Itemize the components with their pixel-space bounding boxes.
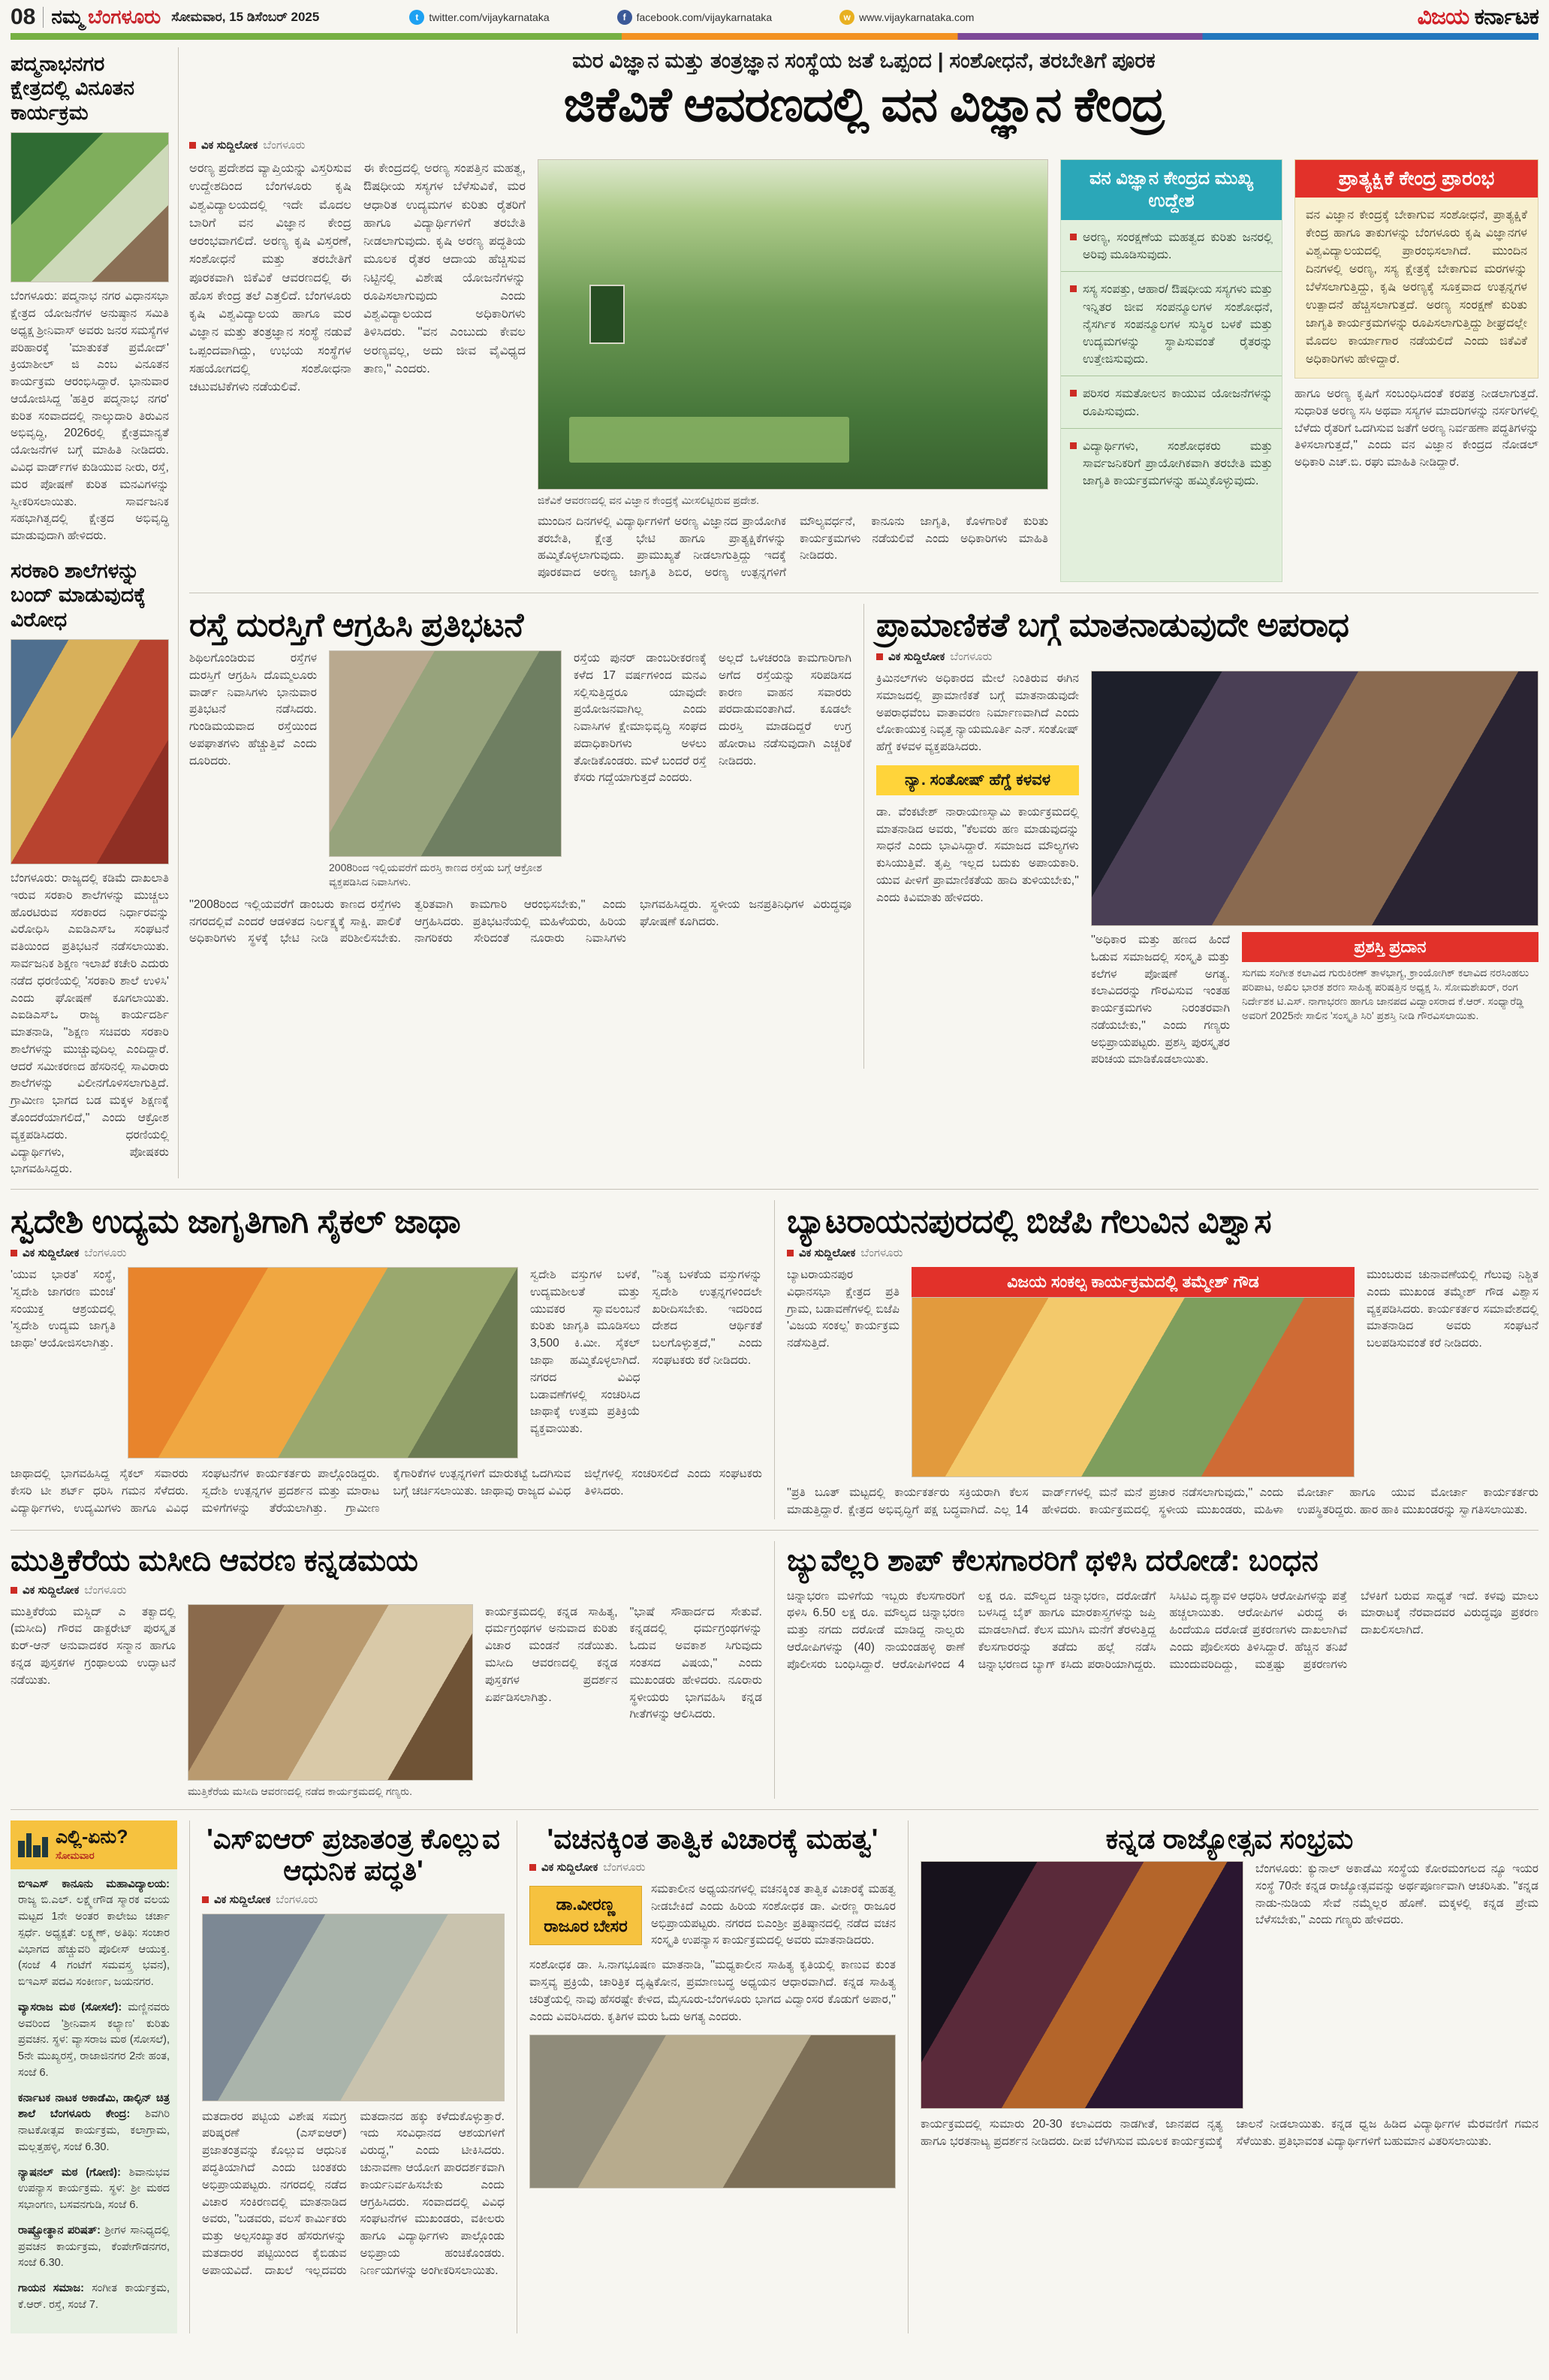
event-item: ವ್ಯಾಸರಾಜ ಮಠ (ಸೋಸಲೆ): ಮಣ್ಣಿನವರು ಅವರಿಂದ 'ಶ್ರೀನಿವಾಸ ಕಲ್ಯಾಣ' ಕುರಿತು ಪ್ರವಚನ. ಸ್ಥಳ: ವ್ಯಾಸರಾಜ ಮಠ (ಸೋಸಲೆ), 5ನೇ ಮುಖ್ಯರಸ್ತೆ, ರಾಜಾಜಿನಗರ 2ನೇ ಹಂತ, ಸಂಜೆ 6. (18, 2001, 170, 2079)
twitter-link[interactable] (409, 10, 549, 25)
section-name: ನಮ್ಮ (51, 5, 84, 28)
byline-bullet-icon (876, 653, 883, 660)
bullet-square-icon (1070, 390, 1077, 397)
masthead (0, 0, 1549, 33)
edition-date: ಸೋಮವಾರ, 15 ಡಿಸೆಂಬರ್ 2025 (171, 10, 320, 24)
article-mosque (11, 1541, 762, 1799)
road-col-left: ಶಿಥಿಲಗೊಂಡಿರುವ ರಸ್ತೆಗಳ ದುರಸ್ತಿಗೆ ಆಗ್ರಹಿಸಿ ದೊಮ್ಮಲೂರು ವಾರ್ಡ್ ನಿವಾಸಿಗಳು ಭಾನುವಾರ ಪ್ರತಿಭಟನೆ ನಡೆಸಿದರು. ಗುಂಡಿಮಯವಾದ ರಸ್ತೆಯಿಂದ ಅಪಘಾತಗಳು ಹೆಚ್ಚುತ್ತಿವೆ ಎಂದು ದೂರಿದರು. (189, 652, 317, 768)
events-column (11, 1820, 177, 2333)
award-caption-title: ಪ್ರಶಸ್ತಿ ಪ್ರದಾನ (1242, 932, 1538, 962)
leftrail-article1-headline: ಪದ್ಮನಾಭನಗರ ಕ್ಷೇತ್ರದಲ್ಲಿ ವಿನೂತನ ಕಾರ್ಯಕ್ರಮ (11, 53, 134, 124)
objectives-box-title: ವನ ವಿಜ್ಞಾನ ಕೇಂದ್ರದ ಮುಖ್ಯ ಉದ್ದೇಶ (1061, 160, 1282, 220)
vachana-inset-box: ಡಾ.ವೀರಣ್ಣ ರಾಜೂರ ಬೇಸರ (529, 1886, 642, 1945)
objective-item: ವಿದ್ಯಾರ್ಥಿಗಳು, ಸಂಶೋಧಕರು ಮತ್ತು ಸಾರ್ವಜನಿಕರಿಗೆ ಪ್ರಾಯೋಗಿಕವಾಗಿ ತರಬೇತಿ ಮತ್ತು ಜಾಗೃತಿ ಕಾರ್ಯಕ್ರಮಗಳನ್ನು ಹಮ್ಮಿಕೊಳ್ಳುವುದು. (1061, 429, 1282, 498)
page-number: 08 (11, 5, 36, 29)
road-photo-caption: 2008ರಿಂದ ಇಲ್ಲಿಯವರೆಗೆ ದುರಸ್ತಿ ಕಾಣದ ರಸ್ತೆಯ ಬಗ್ಗೆ ಆಕ್ರೋಶ ವ್ಯಕ್ತಪಡಿಸಿದ ನಿವಾಸಿಗಳು. (329, 861, 542, 888)
globe-icon: w (839, 10, 854, 25)
event-item: ರಾಷ್ಟ್ರೋತ್ಥಾನ ಪರಿಷತ್: ಶ್ರೀಗಳ ಸಾನಿಧ್ಯದಲ್ಲಿ ಪ್ರವಚನ ಕಾರ್ಯಕ್ರಮ, ಕೆಂಪೇಗೌಡನಗರ, ಸಂಜೆ 6.30. (18, 2224, 170, 2270)
main-photo-caption: ಜಿಕೆವಿಕೆ ಆವರಣದಲ್ಲಿ ವನ ವಿಜ್ಞಾನ ಕೇಂದ್ರಕ್ಕೆ ಮೀಸಲಿಟ್ಟಿರುವ ಪ್ರದೇಶ. (538, 494, 760, 506)
social-links (409, 10, 974, 25)
article-road-protest (189, 604, 851, 1069)
main-under-photo-text: ಮುಂದಿನ ದಿನಗಳಲ್ಲಿ ವಿದ್ಯಾರ್ಥಿಗಳಿಗೆ ಅರಣ್ಯ ವಿಜ್ಞಾನದ ಪ್ರಾಯೋಗಿಕ ತರಬೇತಿ, ಕ್ಷೇತ್ರ ಭೇಟಿ ಹಾಗೂ ಪ್ರಾತ್ಯಕ್ಷಿಕೆಗಳನ್ನು ಹಮ್ಮಿಕೊಳ್ಳಲಾಗುವುದು. ಪ್ರಾಮುಖ್ಯತೆ ನೀಡಲಾಗುತ್ತಿದ್ದು ಇದಕ್ಕೆ ಪೂರಕವಾದ ಅರಣ್ಯ ಜಾಗೃತಿ ಶಿಬಿರ, ಅರಣ್ಯ ಉತ್ಪನ್ನಗಳಿಗೆ ಮೌಲ್ಯವರ್ಧನೆ, ಕಾನೂನು ಜಾಗೃತಿ, ಕೊಳಗಾರಿಕೆ ಕುರಿತು ಕಾರ್ಯಕ್ರಮಗಳು ನಡೆಯಲಿವೆ ಎಂದು ಅಧಿಕಾರಿಗಳು ಮಾಹಿತಿ ನೀಡಿದರು. (538, 514, 1048, 580)
honesty-body2: ಡಾ. ವೆಂಕಟೇಶ್ ನಾರಾಯಣಸ್ವಾಮಿ ಕಾರ್ಯಕ್ರಮದಲ್ಲಿ ಮಾತನಾಡಿದ ಅವರು, ''ಕೆಲವರು ಹಣ ಮಾಡುವುದನ್ನು ಸಾಧನೆ ಎಂದು ಭಾವಿಸಿದ್ದಾರೆ. ಸಮಾಜದ ಮೌಲ್ಯಗಳು ಕುಸಿಯುತ್ತಿವೆ. ತೃಪ್ತಿ ಇಲ್ಲದ ಬದುಕು ಅಪಾಯಕಾರಿ. ಯುವ ಪೀಳಿಗೆ ಪ್ರಾಮಾಣಿಕತೆಯ ಹಾದಿ ತುಳಿಯಬೇಕು,'' ಎಂದು ಕಿವಿಮಾತು ಹೇಳಿದರು. (876, 805, 1079, 904)
honesty-photo-block (1091, 671, 1538, 1069)
event-item: ಗಾಯನ ಸಮಾಜ: ಸಂಗೀತ ಕಾರ್ಯಕ್ರಮ, ಕೆ.ಆರ್. ರಸ್ತೆ, ಸಂಜೆ 7. (18, 2282, 170, 2311)
honesty-headline: ಪ್ರಾಮಾಣಿಕತೆ ಬಗ್ಗೆ ಮಾತನಾಡುವುದೇ ಅಪರಾಧ (876, 607, 1349, 644)
mosque-photo-block (188, 1604, 473, 1799)
mosque-col-left: ಮುತ್ತಿಕೆರೆಯ ಮಸ್ಜಿದ್ ಎ ತಕ್ವಾದಲ್ಲಿ (ಮಸೀದಿ) ಗೌರವ ಡಾಕ್ಟರೇಟ್ ಪುರಸ್ಕೃತ ಕುರ್-ಆನ್ ಅನುವಾದಕರ ಸನ್ಮಾನ ಹಾಗೂ ಕನ್ನಡ ಪುಸ್ತಕಗಳ ಗ್ರಂಥಾಲಯ ಉದ್ಘಾಟನೆ ನಡೆಯಿತು. (11, 1605, 176, 1687)
cycle-col-mid: ಸ್ವದೇಶಿ ವಸ್ತುಗಳ ಬಳಕೆ, ಉದ್ಯಮಶೀಲತೆ ಮತ್ತು ಯುವಕರ ಸ್ವಾವಲಂಬನೆ ಕುರಿತು ಜಾಗೃತಿ ಮೂಡಿಸಲು 3,500 ಕಿ.ಮೀ. ಸೈಕಲ್ ಜಾಥಾ ಹಮ್ಮಿಕೊಳ್ಳಲಾಗಿದೆ. ನಗರದ ವಿವಿಧ ಬಡಾವಣೆಗಳಲ್ಲಿ ಸಂಚರಿಸಿದ ಜಾಥಾಕ್ಕೆ ಉತ್ತಮ ಪ್ರತಿಕ್ರಿಯೆ ವ್ಯಕ್ತವಾಯಿತು. (530, 1268, 640, 1436)
sir-body: ಮತದಾರರ ಪಟ್ಟಿಯ ವಿಶೇಷ ಸಮಗ್ರ ಪರಿಷ್ಕರಣೆ (ಎಸ್‌ಐಆರ್) ಪ್ರಜಾತಂತ್ರವನ್ನು ಕೊಲ್ಲುವ ಆಧುನಿಕ ಪದ್ಧತಿಯಾಗಿದೆ ಎಂದು ಚಿಂತಕರು ಅಭಿಪ್ರಾಯಪಟ್ಟರು. ನಗರದಲ್ಲಿ ನಡೆದ ವಿಚಾರ ಸಂಕಿರಣದಲ್ಲಿ ಮಾತನಾಡಿದ ಅವರು, ''ಬಡವರು, ವಲಸೆ ಕಾರ್ಮಿಕರು ಮತ್ತು ಅಲ್ಪಸಂಖ್ಯಾತರ ಹೆಸರುಗಳನ್ನು ಮತದಾರರ ಪಟ್ಟಿಯಿಂದ ಕೈಬಿಡುವ ಅಪಾಯವಿದೆ. ದಾಖಲೆ ಇಲ್ಲದವರು ಮತದಾನದ ಹಕ್ಕು ಕಳೆದುಕೊಳ್ಳುತ್ತಾರೆ. ಇದು ಸಂವಿಧಾನದ ಆಶಯಗಳಿಗೆ ವಿರುದ್ಧ,'' ಎಂದು ಟೀಕಿಸಿದರು. ಚುನಾವಣಾ ಆಯೋಗ ಪಾರದರ್ಶಕವಾಗಿ ಕಾರ್ಯನಿರ್ವಹಿಸಬೇಕು ಎಂದು ಆಗ್ರಹಿಸಿದರು. ಸಂವಾದದಲ್ಲಿ ವಿವಿಧ ಸಂಘಟನೆಗಳ ಮುಖಂಡರು, ವಕೀಲರು ಹಾಗೂ ವಿದ್ಯಾರ್ಥಿಗಳು ಪಾಲ್ಗೊಂಡು ಅಭಿಪ್ರಾಯ ಹಂಚಿಕೊಂಡರು. ನಿರ್ಣಯಗಳನ್ನು ಅಂಗೀಕರಿಸಲಾಯಿತು. (202, 2110, 505, 2277)
bullet-square-icon (1070, 234, 1077, 240)
bjp-bottom-text: ''ಪ್ರತಿ ಬೂತ್ ಮಟ್ಟದಲ್ಲಿ ಕಾರ್ಯಕರ್ತರು ಸಕ್ರಿಯರಾಗಿ ಕೆಲಸ ಮಾಡುತ್ತಿದ್ದಾರೆ. ಕ್ಷೇತ್ರದ ಅಭಿವೃದ್ಧಿಗೆ ಪಕ್ಷ ಬದ್ಧವಾಗಿದೆ. ಎಲ್ಲ 14 ವಾರ್ಡ್‌ಗಳಲ್ಲಿ ಮನೆ ಮನೆ ಪ್ರಚಾರ ನಡೆಸಲಾಗುವುದು,'' ಎಂದು ಹೇಳಿದರು. ಕಾರ್ಯಕ್ರಮದಲ್ಲಿ ಸ್ಥಳೀಯ ಮುಖಂಡರು, ಮಹಿಳಾ ಮೋರ್ಚಾ ಹಾಗೂ ಯುವ ಮೋರ್ಚಾ ಕಾರ್ಯಕರ್ತರು ಉಪಸ್ಥಿತರಿದ್ದರು. ಹಾರ ಹಾಕಿ ಮುಖಂಡರನ್ನು ಸ್ವಾಗತಿಸಲಾಯಿತು. (787, 1486, 1538, 1516)
honesty-under-text: ''ಅಧಿಕಾರ ಮತ್ತು ಹಣದ ಹಿಂದೆ ಓಡುವ ಸಮಾಜದಲ್ಲಿ ಸಂಸ್ಕೃತಿ ಮತ್ತು ಕಲೆಗಳ ಪೋಷಣೆ ಅಗತ್ಯ. ಕಲಾವಿದರನ್ನು ಗೌರವಿಸುವ ಇಂತಹ ಕಾರ್ಯಕ್ರಮಗಳು ನಿರಂತರವಾಗಿ ನಡೆಯಬೇಕು,'' ಎಂದು ಗಣ್ಯರು ಅಭಿಪ್ರಾಯಪಟ್ಟರು. ಪ್ರಶಸ್ತಿ ಪುರಸ್ಕೃತರ ಪರಿಚಯ ಮಾಡಿಕೊಡಲಾಯಿತು. (1091, 934, 1230, 1066)
photo-cycle-rally (128, 1267, 518, 1458)
sir-headline: 'ಎಸ್‌ಐಆರ್ ಪ್ರಜಾತಂತ್ರ ಕೊಲ್ಲುವ ಆಧುನಿಕ ಪದ್ಧತಿ' (206, 1823, 500, 1887)
main-body-col2: ಈ ಕೇಂದ್ರದಲ್ಲಿ ಅರಣ್ಯ ಸಂಪತ್ತಿನ ಮಹತ್ವ, ಔಷಧೀಯ ಸಸ್ಯಗಳ ಬೆಳೆಸುವಿಕೆ, ಮರ ಆಧಾರಿತ ಉದ್ಯಮಗಳ ಕುರಿತು ರೈತರಿಗೆ ಹಾಗೂ ವಿದ್ಯಾರ್ಥಿಗಳಿಗೆ ತರಬೇತಿ ನೀಡಲಾಗುವುದು. ಕೃಷಿ ಅರಣ್ಯ ಪದ್ಧತಿಯ ಮೂಲಕ ರೈತರ ಆದಾಯ ಹೆಚ್ಚಿಸುವ ನಿಟ್ಟಿನಲ್ಲಿ ವಿಶೇಷ ಯೋಜನೆಗಳನ್ನು ರೂಪಿಸಲಾಗುವುದು ಎಂದು ವಿಶ್ವವಿದ್ಯಾಲಯದ ಅಧಿಕಾರಿಗಳು ತಿಳಿಸಿದರು. ''ವನ ಎಂಬುದು ಕೇವಲ ಅರಣ್ಯವಲ್ಲ, ಅದು ಜೀವ ವೈವಿಧ್ಯದ ತಾಣ,'' ಎಂದರು. (363, 161, 526, 376)
events-list (11, 1869, 177, 2333)
cycle-bottom-text: ಜಾಥಾದಲ್ಲಿ ಭಾಗವಹಿಸಿದ್ದ ಸೈಕಲ್ ಸವಾರರು ಕೇಸರಿ ಟೀ ಶರ್ಟ್ ಧರಿಸಿ ಗಮನ ಸೆಳೆದರು. ವಿದ್ಯಾರ್ಥಿಗಳು, ಉದ್ಯಮಿಗಳು ಹಾಗೂ ವಿವಿಧ ಸಂಘಟನೆಗಳ ಕಾರ್ಯಕರ್ತರು ಪಾಲ್ಗೊಂಡಿದ್ದರು. ಸ್ವದೇಶಿ ಉತ್ಪನ್ನಗಳ ಪ್ರದರ್ಶನ ಮತ್ತು ಮಾರಾಟ ಮಳಿಗೆಗಳನ್ನು ತೆರೆಯಲಾಗಿತ್ತು. ಗ್ರಾಮೀಣ ಕೈಗಾರಿಕೆಗಳ ಉತ್ಪನ್ನಗಳಿಗೆ ಮಾರುಕಟ್ಟೆ ಒದಗಿಸುವ ಬಗ್ಗೆ ಚರ್ಚಿಸಲಾಯಿತು. ಜಾಥಾವು ರಾಜ್ಯದ ವಿವಿಧ ಜಿಲ್ಲೆಗಳಲ್ಲಿ ಸಂಚರಿಸಲಿದೆ ಎಂದು ಸಂಘಟಕರು ತಿಳಿಸಿದರು. (11, 1468, 762, 1515)
park-signboard-shape (589, 285, 625, 344)
events-title: ಎಲ್ಲಿ-ಏನು? (56, 1826, 128, 1848)
article-robbery (774, 1541, 1538, 1799)
bjp-col-right: ಮುಂಬರುವ ಚುನಾವಣೆಯಲ್ಲಿ ಗೆಲುವು ನಿಶ್ಚಿತ ಎಂದು ಮುಖಂಡ ತಮ್ಮೇಶ್ ಗೌಡ ವಿಶ್ವಾಸ ವ್ಯಕ್ತಪಡಿಸಿದರು. ಕಾರ್ಯಕರ್ತರ ಸಮಾವೇಶದಲ್ಲಿ ಮಾತನಾಡಿದ ಅವರು ಸಂಘಟನೆ ಬಲಪಡಿಸುವಂತೆ ಕರೆ ನೀಡಿದರು. (1367, 1268, 1538, 1350)
photo-dance-performance (921, 1861, 1243, 2109)
event-item: ಬಿಇಎಸ್ ಕಾನೂನು ಮಹಾವಿದ್ಯಾಲಯ: ರಾಜ್ಯ ಬಿ.ಎಲ್. ಲಕ್ಷ್ಮೇಗೌಡ ಸ್ಮಾರಕ ವಲಯ ಮಟ್ಟದ 1ನೇ ಅಂತರ ಕಾಲೇಜು ಚರ್ಚಾ ಸ್ಪರ್ಧೆ. ಅಧ್ಯಕ್ಷತೆ: ಲಕ್ಷ್ಮಣ್, ಅತಿಥಿ: ಸಂಚಾರ ವಿಭಾಗದ ಹೆಚ್ಚುವರಿ ಪೊಲೀಸ್ ಆಯುಕ್ತ. (ಸಂಜೆ 4 ಗಂಟೆಗೆ ಸಮವಸ್ತ್ರ ಭವನ), ಬಿಇಎಸ್ ಪದವಿ ಸಂಕೀರ್ಣ, ಜಯನಗರ. (18, 1878, 170, 1989)
leftrail-article2-body: ಬೆಂಗಳೂರು: ರಾಜ್ಯದಲ್ಲಿ ಕಡಿಮೆ ದಾಖಲಾತಿ ಇರುವ ಸರಕಾರಿ ಶಾಲೆಗಳನ್ನು ಮುಚ್ಚಲು ಹೊರಟಿರುವ ಸರಕಾರದ ನಿರ್ಧಾರವನ್ನು ವಿರೋಧಿಸಿ ಎಐಡಿಎಸ್‌ಒ ಸಂಘಟನೆ ವತಿಯಿಂದ ಪ್ರತಿಭಟನೆ ನಡೆಸಲಾಯಿತು. ಸಾರ್ವಜನಿಕ ಶಿಕ್ಷಣ ಇಲಾಖೆ ಕಚೇರಿ ಎದುರು ನಡೆದ ಧರಣಿಯಲ್ಲಿ 'ಸರಕಾರಿ ಶಾಲೆ ಉಳಿಸಿ' ಎಂದು ಘೋಷಣೆ ಕೂಗಲಾಯಿತು. ಎಐಡಿಎಸ್‌ಒ ರಾಜ್ಯ ಕಾರ್ಯದರ್ಶಿ ಮಾತನಾಡಿ, ''ಶಿಕ್ಷಣ ಸಚಿವರು ಸರಕಾರಿ ಶಾಲೆಗಳನ್ನು ಮುಚ್ಚುವುದಿಲ್ಲ ಎಂದಿದ್ದಾರೆ. ಆದರೆ ಸಮೀಕರಣದ ಹೆಸರಿನಲ್ಲಿ ಸಾವಿರಾರು ಶಾಲೆಗಳನ್ನು ವಿಲೀನಗೊಳಿಸಲಾಗುತ್ತಿದೆ. ಗ್ರಾಮೀಣ ಭಾಗದ ಬಡ ಮಕ್ಕಳ ಶಿಕ್ಷಣಕ್ಕೆ ತೊಂದರೆಯಾಗಲಿದೆ,'' ಎಂದು ಆಕ್ರೋಶ ವ್ಯಕ್ತಪಡಿಸಿದರು. ಧರಣಿಯಲ್ಲಿ ವಿದ್ಯಾರ್ಥಿಗಳು, ಪೋಷಕರು ಭಾಗವಹಿಸಿದ್ದರು. (11, 872, 169, 1176)
facebook-icon: f (617, 10, 632, 25)
article-honesty (863, 604, 1538, 1069)
byline-bullet-icon (11, 1250, 17, 1256)
main-body-col1: ಅರಣ್ಯ ಪ್ರದೇಶದ ವ್ಯಾಪ್ತಿಯನ್ನು ವಿಸ್ತರಿಸುವ ಉದ್ದೇಶದಿಂದ ಬೆಂಗಳೂರು ಕೃಷಿ ವಿಶ್ವವಿದ್ಯಾಲಯದಲ್ಲಿ ಇದೇ ಮೊದಲ ಬಾರಿಗೆ ವನ ವಿಜ್ಞಾನ ಕೇಂದ್ರ ಆರಂಭವಾಗಲಿದೆ. ಅರಣ್ಯ ಕೃಷಿ ವಿಸ್ತರಣೆ, ಸಂಶೋಧನೆ ಮತ್ತು ತರಬೇತಿಗೆ ಪೂರಕವಾಗಿ ಜಿಕೆವಿಕೆ ಆವರಣದಲ್ಲಿ ಈ ಹೊಸ ಕೇಂದ್ರ ತಲೆ ಎತ್ತಲಿದೆ. ಬೆಂಗಳೂರು ಕೃಷಿ ವಿಶ್ವವಿದ್ಯಾಲಯ ಹಾಗೂ ಮರ ವಿಜ್ಞಾನ ಮತ್ತು ತಂತ್ರಜ್ಞಾನ ಸಂಸ್ಥೆ ನಡುವೆ ಒಪ್ಪಂದವಾಗಿದ್ದು, ಉಭಯ ಸಂಸ್ಥೆಗಳ ಸಹಯೋಗದಲ್ಲಿ ಸಂಶೋಧನಾ ಚಟುವಟಿಕೆಗಳು ನಡೆಯಲಿವೆ. (189, 161, 351, 394)
cycle-headline: ಸ್ವದೇಶಿ ಉದ್ಯಮ ಜಾಗೃತಿಗಾಗಿ ಸೈಕಲ್ ಜಾಥಾ (11, 1203, 461, 1241)
bjp-photo-band: ವಿಜಯ ಸಂಕಲ್ಪ ಕಾರ್ಯಕ್ರಮದಲ್ಲಿ ತಮ್ಮೇಶ್ ಗೌಡ (912, 1267, 1355, 1297)
byline-bullet-icon (529, 1864, 536, 1871)
leftrail-article2-headline: ಸರಕಾರಿ ಶಾಲೆಗಳನ್ನು ಬಂದ್ ಮಾಡುವುದಕ್ಕೆ ವಿರೋಧ (11, 559, 146, 631)
honesty-subhead: ನ್ಯಾ. ಸಂತೋಷ್ ಹೆಗ್ಡೆ ಕಳವಳ (876, 765, 1079, 795)
vachana-col-right: ಸಂಶೋಧಕ ಡಾ. ಸಿ.ನಾಗಭೂಷಣ ಮಾತನಾಡಿ, ''ಮಧ್ಯಕಾಲೀನ ಸಾಹಿತ್ಯ ಕೃತಿಯಲ್ಲಿ ಕಾಣುವ ಕುಂತ ವಾಸ್ತವ್ಯ ಪ್ರಕ್ರಿಯೆ, ಚಾರಿತ್ರಿಕ ದೃಷ್ಟಿಕೋನ, ಪ್ರಮಾಣಬದ್ಧ ಅಧ್ಯಯನ ಆಧಾರವಾಗಿದೆ. ಕನ್ನಡ ಸಾಹಿತ್ಯ ಚರಿತ್ರೆಯಲ್ಲಿ ನಾವು ಹೆಸರಷ್ಟೇ ಕೇಳಿದ, ಮೈಸೂರು-ಬೆಂಗಳೂರು ಭಾಗದ ವಿದ್ವಾಂಸರ ಕೊಡುಗೆ ಅಪಾರ,'' ಎಂದು ವಿವರಿಸಿದರು. ಕೃತಿಗಳ ಮರು ಓದು ಅಗತ್ಯ ಎಂದರು. (529, 1959, 896, 2023)
article-bjp (774, 1200, 1538, 1519)
vachana-headline: 'ವಚನಕ್ಕಿಂತ ತಾತ್ವಿಕ ವಿಚಾರಕ್ಕೆ ಮಹತ್ವ' (547, 1823, 878, 1854)
bjp-headline: ಬ್ಯಾಟರಾಯನಪುರದಲ್ಲಿ ಬಿಜೆಪಿ ಗೆಲುವಿನ ವಿಶ್ವಾಸ (787, 1203, 1272, 1241)
sir-byline: ವಿಕ ಸುದ್ದಿಲೋಕ ಬೆಂಗಳೂರು (202, 1893, 505, 1906)
website-link[interactable] (839, 10, 974, 25)
bjp-col-left: ಬ್ಯಾಟರಾಯನಪುರ ವಿಧಾನಸಭಾ ಕ್ಷೇತ್ರದ ಪ್ರತಿ ಗ್ರಾಮ, ಬಡಾವಣೆಗಳಲ್ಲಿ ಬಿಜೆಪಿ 'ವಿಜಯ ಸಂಕಲ್ಪ' ಕಾರ್ಯಕ್ರಮ ನಡೆಸುತ್ತಿದೆ. (787, 1268, 900, 1350)
road-col-mid: ರಸ್ತೆಯ ಪುನರ್ ಡಾಂಬರೀಕರಣಕ್ಕೆ ಕಳೆದ 17 ವರ್ಷಗಳಿಂದ ಮನವಿ ಸಲ್ಲಿಸುತ್ತಿದ್ದರೂ ಯಾವುದೇ ಪ್ರಯೋಜನವಾಗಿಲ್ಲ ಎಂದು ನಿವಾಸಿಗಳ ಕ್ಷೇಮಾಭಿವೃದ್ಧಿ ಸಂಘದ ಪದಾಧಿಕಾರಿಗಳು ಅಳಲು ತೋಡಿಕೊಂಡರು. ಮಳೆ ಬಂದರೆ ರಸ್ತೆ ಕೆಸರು ಗದ್ದೆಯಾಗುತ್ತದೆ ಎಂದರು. (574, 652, 707, 785)
mosque-byline: ವಿಕ ಸುದ್ದಿಲೋಕ ಬೆಂಗಳೂರು (11, 1584, 762, 1597)
rajyotsava-photo-block (921, 1861, 1243, 2109)
main-photo-block (538, 159, 1048, 582)
page-content (0, 40, 1549, 2348)
cycle-photo-block (128, 1267, 518, 1458)
demo-box-title: ಪ್ರಾತ್ಯಕ್ಷಿಕೆ ಕೇಂದ್ರ ಪ್ರಾರಂಭ (1295, 160, 1538, 198)
photo-padmanabhanagar-event (11, 132, 169, 282)
article-cycle-jatha (11, 1200, 762, 1519)
main-kicker: ಮರ ವಿಜ್ಞಾನ ಮತ್ತು ತಂತ್ರಜ್ಞಾನ ಸಂಸ್ಥೆಯ ಜತೆ ಒಪ್ಪಂದ | ಸಂಶೋಧನೆ, ತರಬೇತಿಗೆ ಪೂರಕ (572, 49, 1156, 72)
vachana-col-left: ಡಾ.ವೀರಣ್ಣ ರಾಜೂರ ಬೇಸರ ಸಮಕಾಲೀನ ಅಧ್ಯಯನಗಳಲ್ಲಿ ವಚನಕ್ಕಿಂತ ತಾತ್ವಿಕ ವಿಚಾರಕ್ಕೆ ಮಹತ್ವ ನೀಡಬೇಕಿದೆ ಎಂದು ಹಿರಿಯ ಸಂಶೋಧಕ ಡಾ. ವೀರಣ್ಣ ರಾಜೂರ ಅಭಿಪ್ರಾಯಪಟ್ಟರು. ನಗರದ ಬಿಎಂಶ್ರೀ ಪ್ರತಿಷ್ಠಾನದಲ್ಲಿ ನಡೆದ ವಚನ ಸಂಸ್ಕೃತಿ ಉಪನ್ಯಾಸ ಕಾರ್ಯಕ್ರಮದಲ್ಲಿ ಅವರು ಮಾತನಾಡಿದರು. (529, 1881, 896, 1950)
objective-item: ಪರಿಸರ ಸಮತೋಲನ ಕಾಯುವ ಯೋಜನೆಗಳನ್ನು ರೂಪಿಸುವುದು. (1061, 376, 1282, 428)
main-byline (189, 139, 1538, 152)
photo-bjp-event (912, 1297, 1355, 1477)
vachana-byline: ವಿಕ ಸುದ್ದಿಲೋಕ ಬೆಂಗಳೂರು (529, 1861, 896, 1874)
left-rail (11, 47, 179, 1178)
twitter-icon: t (409, 10, 424, 25)
photo-gkvk-park (538, 159, 1048, 490)
rajyotsava-headline: ಕನ್ನಡ ರಾಜ್ಯೋತ್ಸವ ಸಂಭ್ರಮ (1105, 1823, 1354, 1854)
masthead-color-stripe (11, 33, 1538, 40)
main-headline: ಜಿಕೆವಿಕೆ ಆವರಣದಲ್ಲಿ ವನ ವಿಜ್ಞಾನ ಕೇಂದ್ರ (563, 77, 1165, 131)
road-photo-block (329, 650, 562, 889)
photo-aidso-protest (11, 639, 169, 864)
event-item: ನ್ಯಾಷನಲ್ ಮಠ (ಗೋಣಿ): ಶಿವಾನುಭವ ಉಪನ್ಯಾಸ ಕಾರ್ಯಕ್ರಮ. ಸ್ಥಳ: ಶ್ರೀ ಮಠದ ಸಭಾಂಗಣ, ಬಸವನಗುಡಿ, ಸಂಜೆ 6. (18, 2166, 170, 2212)
robbery-body: ಚಿನ್ನಾಭರಣ ಮಳಿಗೆಯ ಇಬ್ಬರು ಕೆಲಸಗಾರರಿಗೆ ಥಳಿಸಿ 6.50 ಲಕ್ಷ ರೂ. ಮೌಲ್ಯದ ಚಿನ್ನಾಭರಣ ಮತ್ತು ನಗದು ದರೋಡೆ ಮಾಡಿದ್ದ ನಾಲ್ವರು ಆರೋಪಿಗಳನ್ನು (40) ನಾಯಂಡಹಳ್ಳಿ ಠಾಣೆ ಪೊಲೀಸರು ಬಂಧಿಸಿದ್ದಾರೆ. ಆರೋಪಿಗಳಿಂದ 4 ಲಕ್ಷ ರೂ. ಮೌಲ್ಯದ ಚಿನ್ನಾಭರಣ, ದರೋಡೆಗೆ ಬಳಸಿದ್ದ ಬೈಕ್ ಹಾಗೂ ಮಾರಕಾಸ್ತ್ರಗಳನ್ನು ಜಪ್ತಿ ಮಾಡಲಾಗಿದೆ. ಕೆಲಸ ಮುಗಿಸಿ ಮನೆಗೆ ತೆರಳುತ್ತಿದ್ದ ಕೆಲಸಗಾರರನ್ನು ತಡೆದು ಹಲ್ಲೆ ನಡೆಸಿ ಚಿನ್ನಾಭರಣದ ಬ್ಯಾಗ್ ಕಸಿದು ಪರಾರಿಯಾಗಿದ್ದರು. ಸಿಸಿಟಿವಿ ದೃಶ್ಯಾವಳಿ ಆಧರಿಸಿ ಆರೋಪಿಗಳನ್ನು ಪತ್ತೆ ಹಚ್ಚಲಾಯಿತು. ಆರೋಪಿಗಳ ವಿರುದ್ಧ ಈ ಹಿಂದೆಯೂ ದರೋಡೆ ಪ್ರಕರಣಗಳು ದಾಖಲಾಗಿವೆ ಎಂದು ಪೊಲೀಸರು ತಿಳಿಸಿದ್ದಾರೆ. ಹೆಚ್ಚಿನ ತನಿಖೆ ಮುಂದುವರಿದಿದ್ದು, ಮತ್ತಷ್ಟು ಪ್ರಕರಣಗಳು ಬೆಳಕಿಗೆ ಬರುವ ಸಾಧ್ಯತೆ ಇದೆ. ಕಳವು ಮಾಲು ಮಾರಾಟಕ್ಕೆ ನೆರವಾದವರ ವಿರುದ್ಧವೂ ಪ್ರಕರಣ ದಾಖಲಿಸಲಾಗಿದೆ. (787, 1589, 1538, 1671)
events-day: ಸೋಮವಾರ (56, 1849, 95, 1861)
bjp-byline: ವಿಕ ಸುದ್ದಿಲೋಕ ಬೆಂಗಳೂರು (787, 1247, 1538, 1259)
award-caption-block (1242, 932, 1538, 1069)
cycle-col-right: ''ನಿತ್ಯ ಬಳಕೆಯ ವಸ್ತುಗಳನ್ನು ಸ್ವದೇಶಿ ಉತ್ಪನ್ನಗಳಿಂದಲೇ ಖರೀದಿಸಬೇಕು. ಇದರಿಂದ ದೇಶದ ಆರ್ಥಿಕತೆ ಬಲಗೊಳ್ಳುತ್ತದೆ,'' ಎಂದು ಸಂಘಟಕರು ಕರೆ ನೀಡಿದರು. (652, 1268, 762, 1368)
photo-award-stage (1091, 671, 1538, 926)
byline-agency: ವಿಕ ಸುದ್ದಿಲೋಕ (201, 139, 258, 152)
facebook-url: facebook.com/vijaykarnataka (636, 11, 773, 23)
demo-column (1294, 159, 1538, 582)
facebook-link[interactable] (617, 10, 773, 25)
rule (11, 1530, 1538, 1531)
events-header (11, 1820, 177, 1869)
mosque-photo-caption: ಮುತ್ತಿಕೆರೆಯ ಮಸೀದಿ ಆವರಣದಲ್ಲಿ ನಡೆದ ಕಾರ್ಯಕ್ರಮದಲ್ಲಿ ಗಣ್ಯರು. (188, 1784, 413, 1797)
rule (11, 1809, 1538, 1810)
section-city: ಬೆಂಗಳೂರು (88, 5, 161, 28)
mosque-col-mid: ಕಾರ್ಯಕ್ರಮದಲ್ಲಿ ಕನ್ನಡ ಸಾಹಿತ್ಯ, ಧರ್ಮಗ್ರಂಥಗಳ ಅನುವಾದ ಕುರಿತು ವಿಚಾರ ಮಂಡನೆ ನಡೆಯಿತು. ಮಸೀದಿ ಆವರಣದಲ್ಲಿ ಕನ್ನಡ ಪುಸ್ತಕಗಳ ಪ್ರದರ್ಶನ ಏರ್ಪಡಿಸಲಾಗಿತ್ತು. (485, 1605, 618, 1704)
objective-item: ಅರಣ್ಯ, ಸಂರಕ್ಷಣೆಯ ಮಹತ್ವದ ಕುರಿತು ಜನರಲ್ಲಿ ಅರಿವು ಮೂಡಿಸುವುದು. (1061, 220, 1282, 272)
road-bottom-text: ''2008ರಿಂದ ಇಲ್ಲಿಯವರೆಗೆ ಡಾಂಬರು ಕಾಣದ ರಸ್ತೆಗಳು ನಗರದಲ್ಲಿವೆ ಎಂದರೆ ಆಡಳಿತದ ನಿರ್ಲಕ್ಷ್ಯಕ್ಕೆ ಸಾಕ್ಷಿ. ಪಾಲಿಕೆ ಅಧಿಕಾರಿಗಳು ಸ್ಥಳಕ್ಕೆ ಭೇಟಿ ನೀಡಿ ಪರಿಶೀಲಿಸಬೇಕು. ತ್ವರಿತವಾಗಿ ಕಾಮಗಾರಿ ಆರಂಭಿಸಬೇಕು,'' ಎಂದು ಆಗ್ರಹಿಸಿದರು. ಪ್ರತಿಭಟನೆಯಲ್ಲಿ ಮಹಿಳೆಯರು, ಹಿರಿಯ ನಾಗರಿಕರು ಸೇರಿದಂತೆ ನೂರಾರು ನಿವಾಸಿಗಳು ಭಾಗವಹಿಸಿದ್ದರು. ಸ್ಥಳೀಯ ಜನಪ್ರತಿನಿಧಿಗಳ ವಿರುದ್ಧವೂ ಘೋಷಣೆ ಕೂಗಿದರು. (189, 897, 851, 946)
rule (11, 1189, 1538, 1190)
photo-mosque-library (188, 1604, 473, 1781)
photo-road-protest (329, 650, 562, 857)
byline-bullet-icon (189, 142, 196, 149)
article-rajyotsava (908, 1820, 1538, 2333)
photo-sir-meeting (202, 1914, 505, 2101)
demo-centre-box (1294, 159, 1538, 379)
byline-city: ಬೆಂಗಳೂರು (263, 139, 306, 152)
main-tail-text: ಹಾಗೂ ಅರಣ್ಯ ಕೃಷಿಗೆ ಸಂಬಂಧಿಸಿದಂತೆ ಕರಪತ್ರ ನೀಡಲಾಗುತ್ತದೆ. ಸುಧಾರಿತ ಅರಣ್ಯ ಸಸಿ ಅಥವಾ ಸಸ್ಯಗಳ ಮಾದರಿಗಳನ್ನು ನರ್ಸರಿಗಳಲ್ಲಿ ಬೆಳೆದು ರೈತರಿಗೆ ಒದಗಿಸುವ ಜತೆಗೆ ಅರಣ್ಯ ನಿರ್ವಹಣಾ ಪದ್ಧತಿಗಳನ್ನು ತಿಳಿಸಲಾಗುತ್ತದೆ,'' ಎಂದು ವನ ವಿಜ್ಞಾನ ಕೇಂದ್ರದ ನೋಡಲ್ ಅಧಿಕಾರಿ ಎಚ್.ಬಿ. ರಘು ಮಾಹಿತಿ ನೀಡಿದ್ದಾರೆ. (1294, 388, 1538, 469)
photo-book-release (529, 2035, 896, 2188)
rajyotsava-bottom-text: ಕಾರ್ಯಕ್ರಮದಲ್ಲಿ ಸುಮಾರು 20-30 ಕಲಾವಿದರು ನಾಡಗೀತೆ, ಜಾನಪದ ನೃತ್ಯ ಹಾಗೂ ಭರತನಾಟ್ಯ ಪ್ರದರ್ಶನ ನೀಡಿದರು. ದೀಪ ಬೆಳಗಿಸುವ ಮೂಲಕ ಕಾರ್ಯಕ್ರಮಕ್ಕೆ ಚಾಲನೆ ನೀಡಲಾಯಿತು. ಕನ್ನಡ ಧ್ವಜ ಹಿಡಿದ ವಿದ್ಯಾರ್ಥಿಗಳ ಮೆರವಣಿಗೆ ಗಮನ ಸೆಳೆಯಿತು. ಪ್ರತಿಭಾವಂತ ವಿದ್ಯಾರ್ಥಿಗಳಿಗೆ ಬಹುಮಾನ ವಿತರಿಸಲಾಯಿತು. (921, 2118, 1538, 2148)
road-col-right: ಅಲ್ಲದೆ ಒಳಚರಂಡಿ ಕಾಮಗಾರಿಗಾಗಿ ಅಗೆದ ರಸ್ತೆಯನ್ನು ಸರಿಪಡಿಸದ ಕಾರಣ ವಾಹನ ಸವಾರರು ಪರದಾಡುವಂತಾಗಿದೆ. ಕೂಡಲೇ ದುರಸ್ತಿ ಮಾಡದಿದ್ದರೆ ಉಗ್ರ ಹೋರಾಟ ನಡೆಸುವುದಾಗಿ ಎಚ್ಚರಿಕೆ ನೀಡಿದರು. (719, 652, 851, 768)
main-area (189, 47, 1538, 1178)
rajyotsava-side-text: ಬೆಂಗಳೂರು: ಕ್ಯುನಾಲ್ ಅಕಾಡೆಮಿ ಸಂಸ್ಥೆಯ ಕೋರಮಂಗಲದ ನ್ಯೂ ಇಯರ ಸಂಸ್ಥೆ 70ನೇ ಕನ್ನಡ ರಾಜ್ಯೋತ್ಸವವನ್ನು ಅರ್ಥಪೂರ್ಣವಾಗಿ ಆಚರಿಸಿತು. ''ಕನ್ನಡ ನಾಡು-ನುಡಿಯ ಸೇವೆ ನಮ್ಮೆಲ್ಲರ ಹೊಣೆ. ಮಕ್ಕಳಲ್ಲಿ ಕನ್ನಡ ಪ್ರೇಮ ಬೆಳೆಸಬೇಕು,'' ಎಂದು ಗಣ್ಯರು ಹೇಳಿದರು. (1255, 1863, 1538, 1927)
divider (43, 7, 44, 28)
leftrail-article1-body: ಬೆಂಗಳೂರು: ಪದ್ಮನಾಭ ನಗರ ವಿಧಾನಸಭಾ ಕ್ಷೇತ್ರದ ಯೋಜನೆಗಳ ಅನುಷ್ಠಾನ ಸಮಿತಿ ಅಧ್ಯಕ್ಷ ಶ್ರೀನಿವಾಸ್ ಅವರು ಜನರ ಸಮಸ್ಯೆಗಳ ಪರಿಹಾರಕ್ಕೆ 'ಮಾತುಕತೆ ಪ್ರಮೋದ್' ಕ್ರಿಯಾಶೀಲ್ ಜಿ ಎಂಬ ವಿನೂತನ ಕಾರ್ಯಕ್ರಮ ಆರಂಭಿಸಿದ್ದಾರೆ. ಭಾನುವಾರ ಆಯೋಜಿಸಿದ್ದ 'ಹತ್ತಿರ ಪದ್ಮನಾಭ ನಗರ' ಕುರಿತ ಸಂವಾದದಲ್ಲಿ ನಾಲ್ಕುದಾರಿ ತಿರುವಿನ ಅಭಿವೃದ್ಧಿ, 2026ರಲ್ಲಿ ಕ್ಷೇತ್ರಮಾನ್ಯತೆ ಯೋಜನೆಗಳ ಬಗ್ಗೆ ಮಾಹಿತಿ ನೀಡಿದರು. ವಿವಿಧ ವಾರ್ಡ್‌ಗಳ ಕುಡಿಯುವ ನೀರು, ರಸ್ತೆ, ಮರ ಪೋಷಣೆ ಕುರಿತ ಮನವಿಗಳನ್ನು ಸ್ವೀಕರಿಸಲಾಯಿತು. ಸಾರ್ವಜನಿಕ ಸಹಭಾಗಿತ್ವದಲ್ಲಿ ಕ್ಷೇತ್ರದ ಅಭಿವೃದ್ಧಿ ಮಾಡುವುದಾಗಿ ಹೇಳಿದರು. (11, 290, 169, 543)
byline-bullet-icon (11, 1587, 17, 1594)
mosque-headline: ಮುತ್ತಿಕೆರೆಯ ಮಸೀದಿ ಆವರಣ ಕನ್ನಡಮಯ (11, 1543, 418, 1577)
honesty-byline: ವಿಕ ಸುದ್ದಿಲೋಕ ಬೆಂಗಳೂರು (876, 650, 1538, 663)
objectives-box (1060, 159, 1282, 582)
robbery-headline: ಜ್ಯುವೆಲ್ಲರಿ ಶಾಪ್ ಕೆಲಸಗಾರರಿಗೆ ಥಳಿಸಿ ದರೋಡೆ: ಬಂಧನ (787, 1543, 1318, 1577)
twitter-url: twitter.com/vijaykarnataka (429, 11, 550, 23)
website-url: www.vijaykarnataka.com (859, 11, 975, 23)
cycle-col-left: 'ಯುವ ಭಾರತ' ಸಂಸ್ಥೆ, 'ಸ್ವದೇಶಿ ಜಾಗರಣ ಮಂಚ' ಸಂಯುಕ್ತ ಆಶ್ರಯದಲ್ಲಿ 'ಸ್ವದೇಶಿ ಉದ್ಯಮ ಜಾಗೃತಿ ಜಾಥಾ' ಆಯೋಜಿಸಲಾಗಿತ್ತು. (11, 1268, 116, 1350)
demo-box-body: ವನ ವಿಜ್ಞಾನ ಕೇಂದ್ರಕ್ಕೆ ಬೇಕಾಗುವ ಸಂಶೋಧನೆ, ಪ್ರಾತ್ಯಕ್ಷಿಕೆ ಕೇಂದ್ರ ಹಾಗೂ ತಾಕುಗಳನ್ನು ಬೆಂಗಳೂರು ಕೃಷಿ ವಿಜ್ಞಾನಗಳ ವಿಶ್ವವಿದ್ಯಾಲಯದಲ್ಲಿ ಪ್ರಾರಂಭಿಸಲಾಗಿದೆ. ಮುಂದಿನ ದಿನಗಳಲ್ಲಿ ಅರಣ್ಯ, ಸಸ್ಯ ಕ್ಷೇತ್ರಕ್ಕೆ ಬೇಕಾಗುವ ಮರಗಳನ್ನು ಬೆಳೆಸಲಾಗುತ್ತಿದ್ದು, ಕೃಷಿ ಅರಣ್ಯಕ್ಕೆ ಸೂಕ್ತವಾದ ಉತ್ಪನ್ನಗಳ ಉತ್ಪಾದನೆ ಹೆಚ್ಚಿಸಲಾಗುತ್ತದೆ. ಅರಣ್ಯ ಸಂರಕ್ಷಣೆ ಕುರಿತು ಜಾಗೃತಿ ಕಾರ್ಯಕ್ರಮಗಳನ್ನು ರೂಪಿಸಲಾಗುತ್ತಿದ್ದು ಶೀಘ್ರದಲ್ಲೇ ಮೊದಲ ಕಾರ್ಯಾಗಾರ ನಡೆಯಲಿದೆ ಎಂದು ಜಿಕೆವಿಕೆ ಅಧಿಕಾರಿಗಳು ಹೇಳಿದ್ದಾರೆ. (1306, 209, 1527, 366)
honesty-left-col (876, 671, 1079, 1069)
byline-bullet-icon (787, 1250, 794, 1256)
cycle-byline: ವಿಕ ಸುದ್ದಿಲೋಕ ಬೆಂಗಳೂರು (11, 1247, 762, 1259)
objective-item: ಸಸ್ಯ ಸಂಪತ್ತು, ಆಹಾರ/ ಔಷಧೀಯ ಸಸ್ಯಗಳು ಮತ್ತು ಇನ್ನಿತರ ಜೀವ ಸಂಪನ್ಮೂಲಗಳ ಸಂಶೋಧನೆ, ನೈಸರ್ಗಿಕ ಸಂಪನ್ಮೂಲಗಳ ಸುಸ್ಥಿರ ಬಳಕೆ ಮತ್ತು ಉದ್ಯಮಗಳನ್ನು ಸ್ಥಾಪಿಸುವಂತೆ ರೈತರನ್ನು ಉತ್ತೇಜಿಸುವುದು. (1061, 272, 1282, 376)
road-headline: ರಸ್ತೆ ದುರಸ್ತಿಗೆ ಆಗ್ರಹಿಸಿ ಪ್ರತಿಭಟನೆ (189, 607, 523, 644)
award-caption-text: ಸುಗಮ ಸಂಗೀತ ಕಲಾವಿದ ಗುರುಕಿರಣ್ ತಾಳಭಾಗ್ಯ, ಕ್ರಾಂಯೋಗಿಕ್ ಕಲಾವಿದ ನರಸಿಂಹಲು ಪರಿಪಾಟ, ಅಖಿಲ ಭಾರತ ಶರಣ ಸಾಹಿತ್ಯ ಪರಿಷತ್ತಿನ ಅಧ್ಯಕ್ಷ ಸಿ. ಸೋಮಶೇಖರ್, ರಂಗ ನಿರ್ದೇಶಕ ಟಿ.ಎಸ್. ನಾಗಾಭರಣ ಹಾಗೂ ಜಾನಪದ ವಿದ್ವಾಂಸರಾದ ಕೆ.ಆರ್. ಸಂಧ್ಯಾರೆಡ್ಡಿ ಅವರಿಗೆ 2025ನೇ ಸಾಲಿನ 'ಸಂಸ್ಕೃತಿ ಸಿರಿ' ಪ್ರಶಸ್ತಿ ನೀಡಿ ಗೌರವಿಸಲಾಯಿತು. (1242, 967, 1529, 1021)
bjp-photo-block (912, 1267, 1355, 1477)
byline-bullet-icon (202, 1896, 209, 1903)
city-skyline-icon (18, 1832, 48, 1857)
mosque-col-right: ''ಭಾಷೆ ಸೌಹಾರ್ದದ ಸೇತುವೆ. ಕನ್ನಡದಲ್ಲಿ ಧರ್ಮಗ್ರಂಥಗಳನ್ನು ಓದುವ ಅವಕಾಶ ಸಿಗುವುದು ಸಂತಸದ ವಿಷಯ,'' ಎಂದು ಮುಖಂಡರು ಹೇಳಿದರು. ನೂರಾರು ಸ್ಥಳೀಯರು ಭಾಗವಹಿಸಿ ಕನ್ನಡ ಗೀತೆಗಳನ್ನು ಆಲಿಸಿದರು. (629, 1605, 762, 1721)
bullet-square-icon (1070, 442, 1077, 449)
event-item: ಕರ್ನಾಟಕ ನಾಟಕ ಅಕಾಡೆಮಿ, ಡಾಲ್ಫಿನ್ ಚಿತ್ರ ಶಾಲೆ ಬೆಂಗಳೂರು ಕೇಂದ್ರ: ಶಿವಗಿರಿ ನಾಟಕೋತ್ಸವ ಕಾರ್ಯಕ್ರಮ, ಕಲಾಗ್ರಾಮ, ಮಲ್ಲತ್ತಹಳ್ಳಿ, ಸಂಜೆ 6.30. (18, 2092, 170, 2153)
park-lawn-shape (569, 417, 849, 463)
bullet-square-icon (1070, 285, 1077, 292)
article-vachana (517, 1820, 896, 2333)
article-sir (189, 1820, 505, 2333)
honesty-intro: ಕ್ರಿಮಿನಲ್‌ಗಳು ಅಧಿಕಾರದ ಮೇಲೆ ನಿಂತಿರುವ ಈಗಿನ ಸಮಾಜದಲ್ಲಿ ಪ್ರಾಮಾಣಿಕತೆ ಬಗ್ಗೆ ಮಾತನಾಡುವುದೇ ಅಪರಾಧವೆಂಬ ವಾತಾವರಣ ನಿರ್ಮಾಣವಾಗಿದೆ ಎಂದು ಲೋಕಾಯುಕ್ತ ನಿವೃತ್ತ ನ್ಯಾಯಮೂರ್ತಿ ಎನ್. ಸಂತೋಷ್ ಹೆಗ್ಡೆ ಕಳವಳ ವ್ಯಕ್ತಪಡಿಸಿದರು. (876, 672, 1079, 754)
newspaper-logo: ವಿಜಯ ಕರ್ನಾಟಕ (1417, 5, 1538, 29)
